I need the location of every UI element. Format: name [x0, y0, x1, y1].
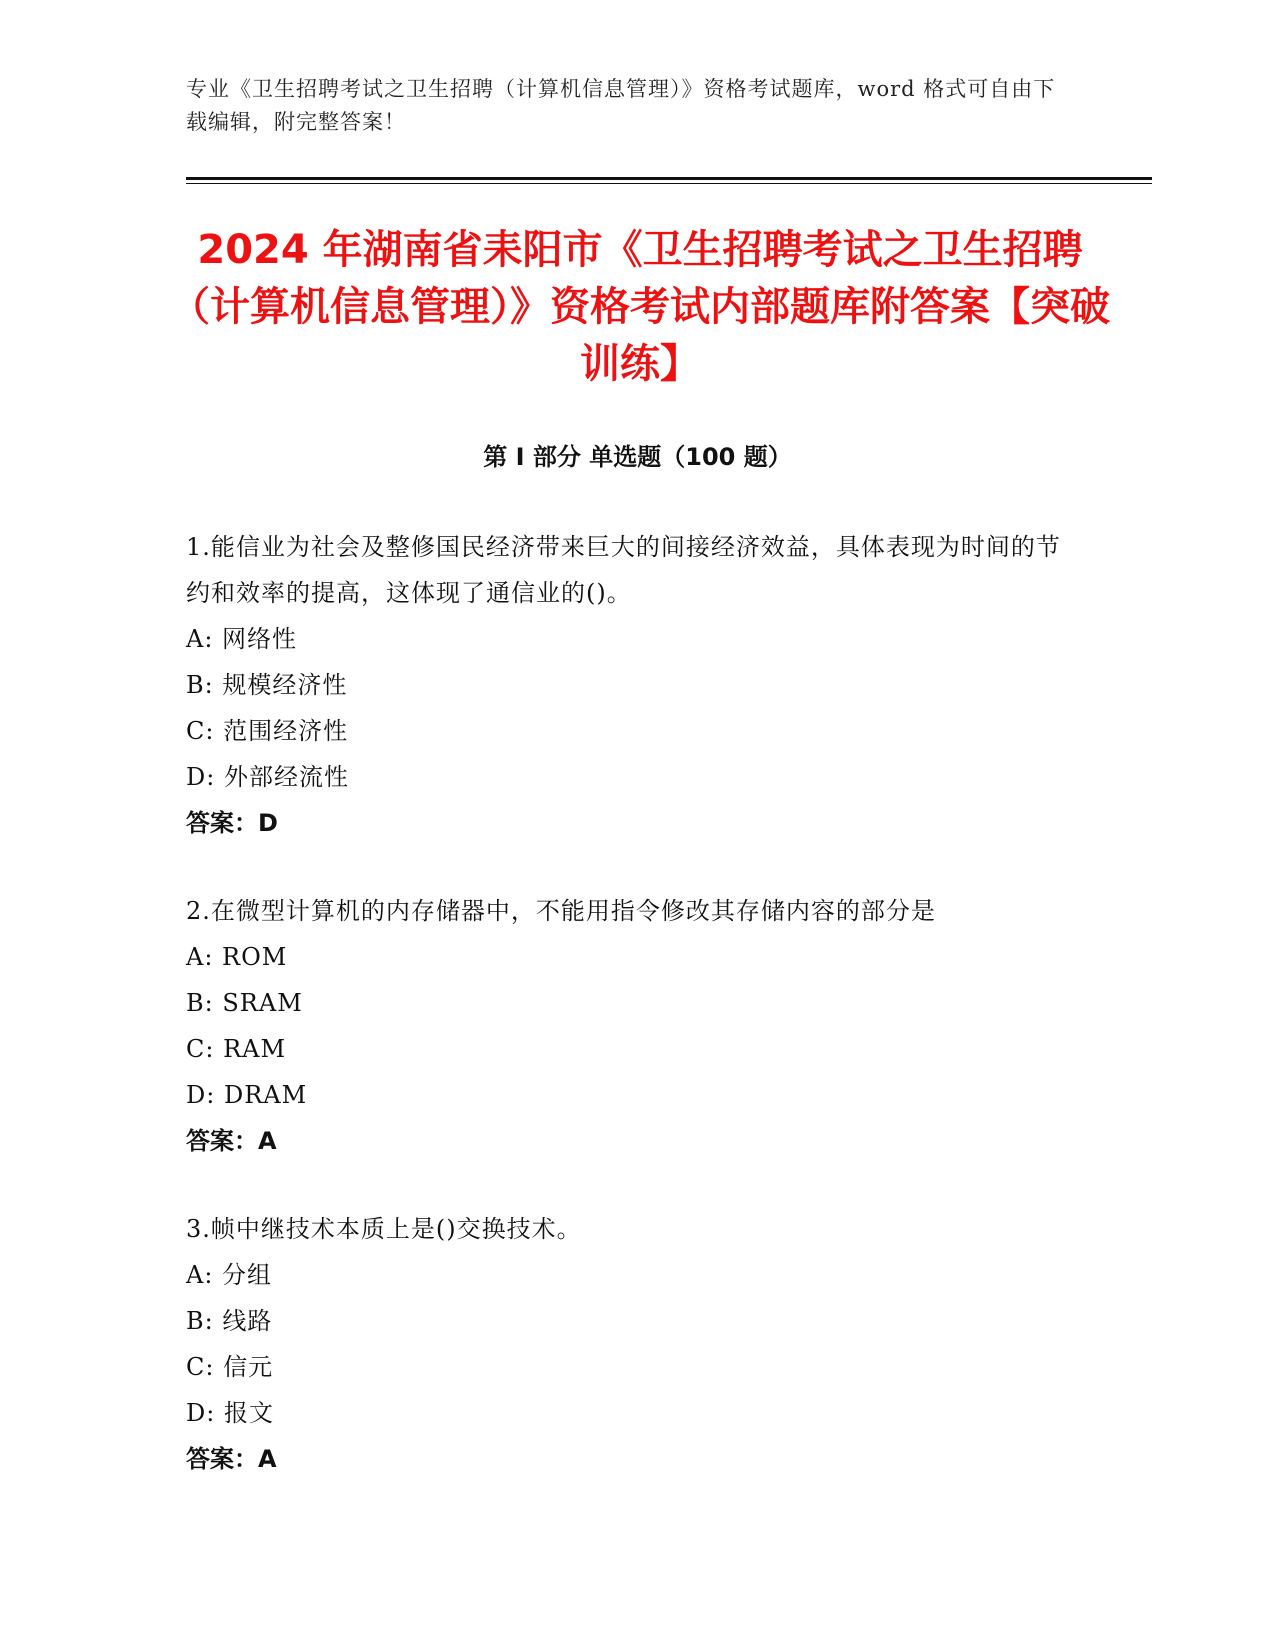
header-divider-thick: [186, 177, 1152, 180]
header-divider-thin: [186, 183, 1152, 184]
answer-line: 答案：D: [186, 809, 278, 837]
section-heading: 第 I 部分 单选题（100 题）: [483, 443, 792, 471]
question-3: [186, 1206, 1066, 1482]
option-d: D: 外部经流性: [186, 763, 349, 791]
question-1: [186, 524, 1066, 846]
question-stem: 3.帧中继技术本质上是()交换技术。: [186, 1215, 582, 1243]
option-d: D: DRAM: [186, 1081, 308, 1109]
option-c: C: RAM: [186, 1035, 287, 1063]
option-d: D: 报文: [186, 1399, 274, 1427]
option-a: A: 分组: [186, 1261, 273, 1289]
question-stem: 1.能信业为社会及整修国民经济带来巨大的间接经济效益，具体表现为时间的节约和效率的提高，这体现了通信业的()。: [186, 533, 1061, 607]
option-b: B: 规模经济性: [186, 671, 348, 699]
option-a: A: ROM: [186, 943, 288, 971]
question-2: [186, 888, 1066, 1164]
answer-line: 答案：A: [186, 1127, 277, 1155]
header-note: 专业《卫生招聘考试之卫生招聘（计算机信息管理）》资格考试题库，word 格式可自由下载编辑，附完整答案！: [186, 77, 1056, 134]
document-title: 2024 年湖南省耒阳市《卫生招聘考试之卫生招聘（计算机信息管理）》资格考试内部题库附答案【突破训练】: [170, 227, 1110, 387]
option-a: A: 网络性: [186, 625, 298, 653]
option-c: C: 范围经济性: [186, 717, 349, 745]
question-stem: 2.在微型计算机的内存储器中，不能用指令修改其存储内容的部分是: [186, 897, 936, 925]
option-b: B: SRAM: [186, 989, 303, 1017]
option-b: B: 线路: [186, 1307, 273, 1335]
option-c: C: 信元: [186, 1353, 274, 1381]
answer-line: 答案：A: [186, 1445, 277, 1473]
